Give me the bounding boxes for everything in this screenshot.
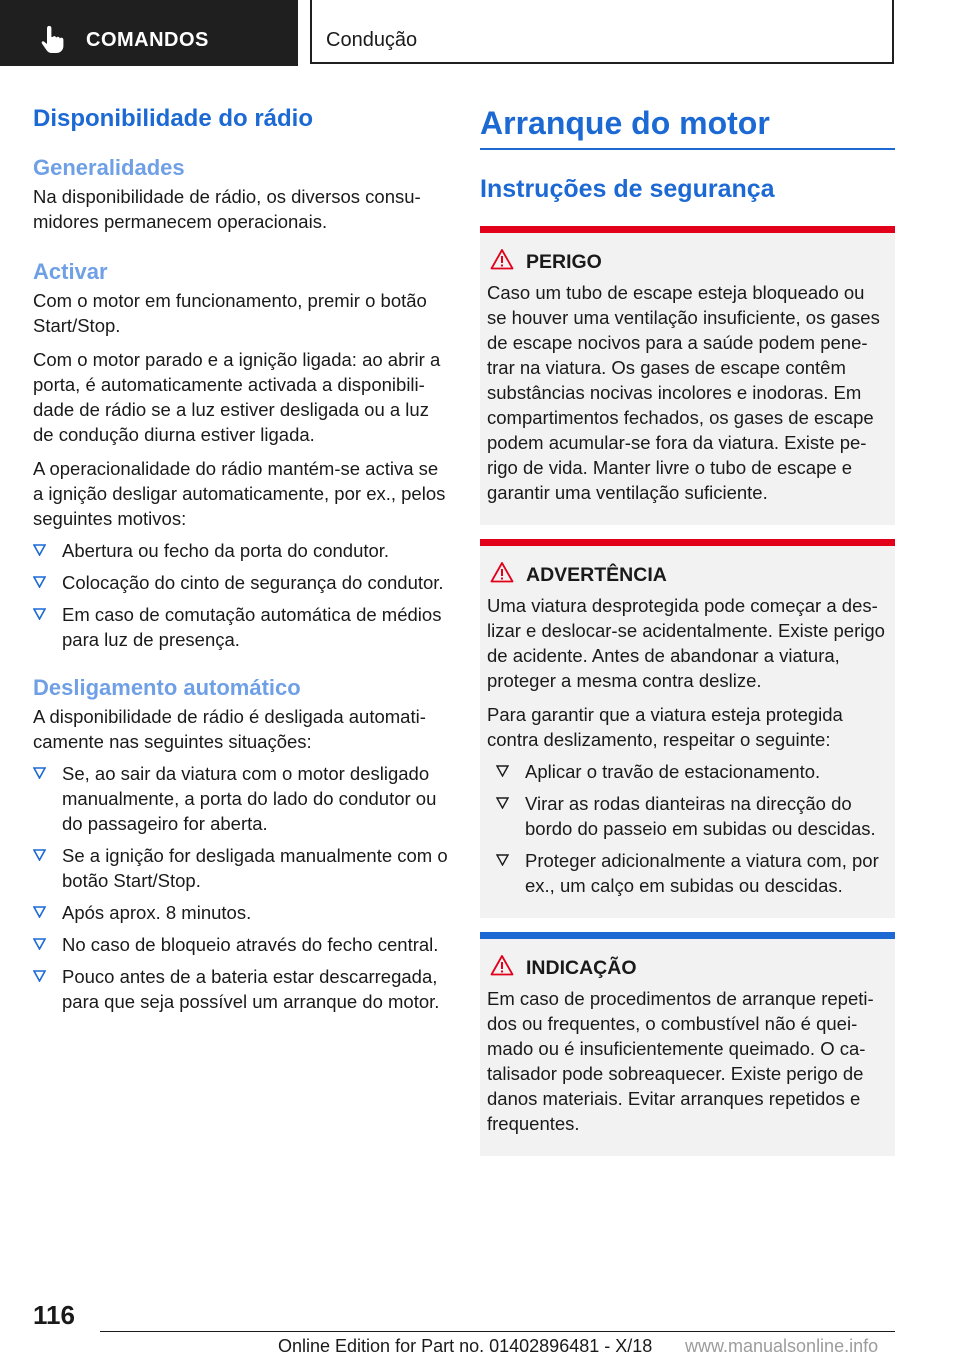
hand-pointer-icon	[40, 26, 66, 54]
list-item	[496, 848, 888, 898]
list-item-text: Pouco antes de a bateria estar descarregada, para que seja possível um arranque do motor.	[62, 966, 440, 1012]
bullet-triangle-icon	[33, 767, 46, 779]
bullet-triangle-icon	[496, 854, 509, 866]
list-item	[33, 964, 449, 1014]
list-item	[33, 538, 449, 563]
page-number: 116	[33, 1300, 75, 1330]
notice-title: INDICAÇÃO	[526, 957, 637, 979]
list-item-text: No caso de bloqueio através do fecho central.	[62, 934, 439, 955]
warning-box	[480, 539, 895, 918]
watermark-link[interactable]: www.manualsonline.info	[685, 1336, 879, 1356]
warning-bullet-list	[496, 759, 888, 898]
warning-paragraph-2: Para garantir que a viatura esteja protegida contra deslizamento, respeitar o seguinte:	[487, 704, 843, 750]
bullet-triangle-icon	[33, 970, 46, 982]
bullet-triangle-icon	[33, 849, 46, 861]
bullet-triangle-icon	[496, 765, 509, 777]
auto-off-bullet-list	[33, 761, 449, 1014]
warning-paragraph-1: Uma viatura desprotegida pode começar a deslizar e deslocar-se acidentalmente. Existe perigo de acidente. Antes de abandonar a viatura, proteger a mesma contra deslize.	[487, 595, 885, 691]
warning-title: ADVERTÊNCIA	[526, 564, 667, 586]
left-column	[33, 100, 449, 1021]
page-header	[0, 0, 960, 66]
danger-title: PERIGO	[526, 251, 602, 273]
bullet-triangle-icon	[33, 906, 46, 918]
list-item	[496, 759, 888, 784]
chapter-tab	[310, 0, 894, 64]
list-item	[496, 791, 888, 841]
chapter-tab-label: Condução	[326, 29, 418, 51]
warning-triangle-icon	[490, 248, 514, 270]
warning-title-row	[487, 559, 888, 589]
list-item	[33, 570, 449, 595]
list-item-text: Em caso de comutação automática de médios para luz de presença.	[62, 604, 442, 650]
footer-divider	[100, 1331, 895, 1332]
danger-top-bar	[480, 226, 895, 233]
section-tab-label: COMANDOS	[86, 29, 209, 51]
right-column	[480, 100, 895, 1156]
edition-text: Online Edition for Part no. 01402896481 - X/18	[278, 1336, 653, 1356]
list-item-text: Proteger adicionalmente a viatura com, por ex., um calço em subidas ou descidas.	[525, 850, 879, 896]
notice-title-row	[487, 952, 888, 982]
activate-heading: Activar	[33, 259, 108, 284]
bullet-triangle-icon	[496, 797, 509, 809]
list-item-text: Aplicar o travão de estacionamento.	[525, 761, 821, 782]
activate-bullet-list	[33, 538, 449, 652]
notice-text: Em caso de procedimentos de arranque repetidos ou frequentes, o combustível não é queimado ou é insuficientemente queimado. O catalisador pode sobreaquecer. Existe perigo de danos materiais. Evitar arranques repetidos e frequentes.	[487, 988, 874, 1134]
warning-top-bar	[480, 539, 895, 546]
bullet-triangle-icon	[33, 608, 46, 620]
activate-paragraph-1: Com o motor em funcionamento, premir o botão Start/Stop.	[33, 290, 427, 336]
general-heading: Generalidades	[33, 155, 185, 180]
danger-text: Caso um tubo de escape esteja bloqueado ou se houver uma ventilação insuficiente, os gases de escape nocivos para a saúde podem penetrar na viatura. Os gases de escape contêm substâncias nocivas incolores e inodoras. Em compartimentos fechados, os gases de escape podem acumular-se fora da viatura. Existe perigo de vida. Manter livre o tubo de escape e garantir uma ventilação suficiente.	[487, 282, 880, 503]
danger-box	[480, 226, 895, 525]
activate-paragraph-3: A operacionalidade do rádio mantém-se activa se a ignição desligar automaticamente, por ex., pelos seguintes motivos:	[33, 458, 446, 529]
list-item	[33, 602, 449, 652]
list-item-text: Abertura ou fecho da porta do condutor.	[62, 540, 390, 561]
bullet-triangle-icon	[33, 576, 46, 588]
notice-box	[480, 932, 895, 1156]
danger-title-row	[487, 246, 888, 276]
list-item	[33, 843, 449, 893]
auto-off-heading: Desligamento automático	[33, 675, 301, 700]
engine-start-title: Arranque do motor	[480, 105, 770, 141]
auto-off-text: A disponibilidade de rádio é desligada automaticamente nas seguintes situações:	[33, 706, 426, 752]
bullet-triangle-icon	[33, 544, 46, 556]
safety-instructions-heading: Instruções de segurança	[480, 175, 775, 203]
section-tab	[0, 0, 298, 66]
warning-triangle-icon	[490, 954, 514, 976]
title-divider	[480, 148, 895, 150]
list-item-text: Após aprox. 8 minutos.	[62, 902, 252, 923]
list-item	[33, 932, 449, 957]
list-item	[33, 900, 449, 925]
bullet-triangle-icon	[33, 938, 46, 950]
radio-readiness-title: Disponibilidade do rádio	[33, 105, 314, 132]
list-item-text: Colocação do cinto de segurança do condutor.	[62, 572, 444, 593]
list-item	[33, 761, 449, 836]
list-item-text: Se, ao sair da viatura com o motor desligado manualmente, a porta do lado do condutor ou do passageiro for aberta.	[62, 763, 437, 834]
notice-top-bar	[480, 932, 895, 939]
list-item-text: Se a ignição for desligada manualmente com o botão Start/Stop.	[62, 845, 448, 891]
list-item-text: Virar as rodas dianteiras na direcção do bordo do passeio em subidas ou descidas.	[525, 793, 876, 839]
activate-paragraph-2: Com o motor parado e a ignição ligada: ao abrir a porta, é automaticamente activada a disponibilidade de rádio se a luz estiver desligada ou a luz de condução diurna estiver ligada.	[33, 349, 441, 445]
general-text: Na disponibilidade de rádio, os diversos consumidores permanecem operacionais.	[33, 186, 421, 232]
warning-triangle-icon	[490, 561, 514, 583]
